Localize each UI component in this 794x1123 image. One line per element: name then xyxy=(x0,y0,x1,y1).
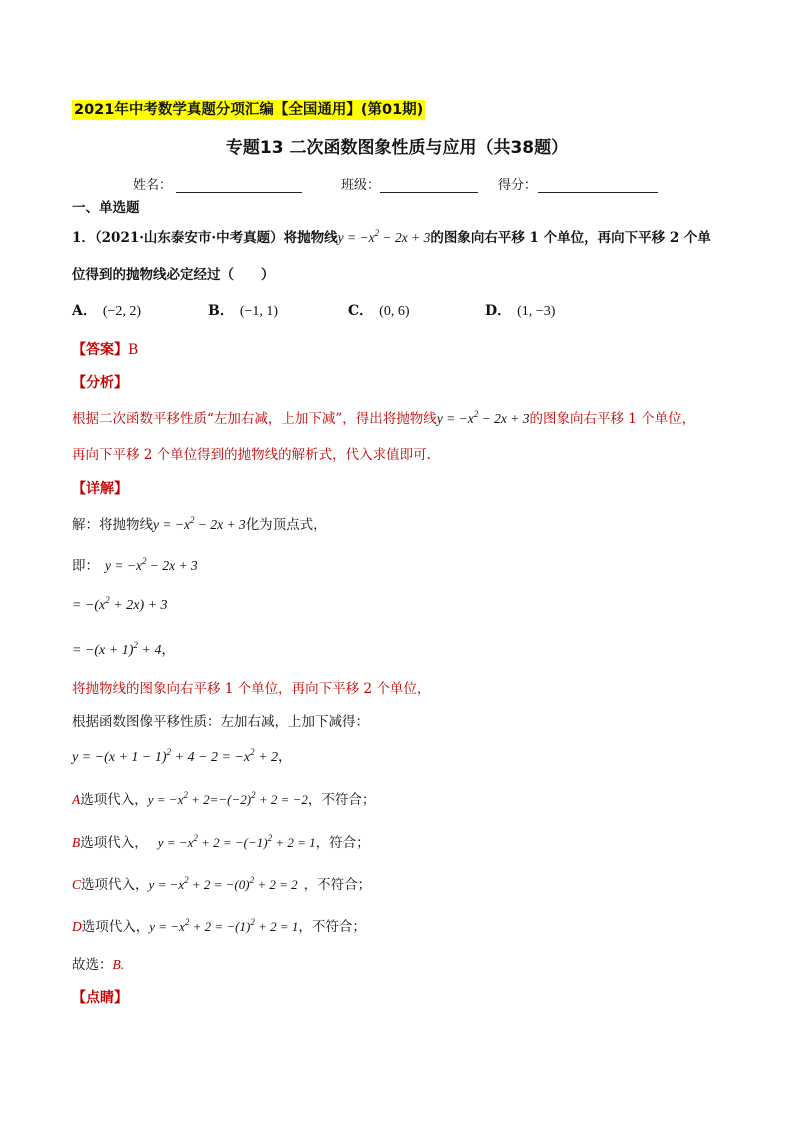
detail-result: $y = -(x + 1 - 1)^2 + 4 - 2 = -x^2 + 2$， xyxy=(72,747,293,765)
analysis-label: 【分析】 xyxy=(72,375,128,391)
check-a xyxy=(72,791,375,809)
check-a-letter: A xyxy=(72,792,81,807)
name-field[interactable] xyxy=(176,192,302,193)
check-b xyxy=(72,834,370,852)
analysis-text-a: 根据二次函数平移性质“左加右减，上加下减”，得出将抛物线 xyxy=(72,411,437,427)
check-c-verdict: ，不符合； xyxy=(303,877,372,893)
detail-intro-equation: $y = -x^2 - 2x + 3$ xyxy=(153,515,246,532)
page-title: 专题13 二次函数图象性质与应用（共38题） xyxy=(225,138,569,158)
analysis-line-2: 再向下平移 2 个单位得到的抛物线的解析式，代入求值即可. xyxy=(72,447,431,463)
check-a-verdict: ，不符合； xyxy=(307,792,376,808)
check-a-expr: $y = -x^2 + 2=-(-2)^2 + 2 = -2$ xyxy=(147,790,308,807)
check-c xyxy=(72,876,371,894)
check-d-label: 选项代入， xyxy=(81,919,150,935)
option-c-value: (0, 6) xyxy=(379,304,410,319)
detail-result-suffix: ， xyxy=(278,750,293,765)
check-a-label: 选项代入， xyxy=(80,792,148,808)
detail-shift: 将抛物线的图象向右平移 1 个单位，再向下平移 2 个单位， xyxy=(72,681,431,697)
conclusion xyxy=(72,956,124,974)
answer-line xyxy=(72,341,138,359)
detail-step-1-prefix: 即： xyxy=(72,558,99,574)
conclusion-answer: B. xyxy=(112,957,125,972)
check-b-verdict: ，符合； xyxy=(315,835,370,851)
check-d-expr: $y = -x^2 + 2 = -(1)^2 + 2 = 1$ xyxy=(149,917,299,934)
question-line-2: 位得到的抛物线必定经过（ ） xyxy=(72,267,275,283)
option-a-letter: A． xyxy=(72,303,97,319)
check-b-label: 选项代入， xyxy=(80,835,148,851)
score-field[interactable] xyxy=(538,192,658,193)
answer-label: 【答案】 xyxy=(72,342,128,358)
detail-step-3-suffix: ， xyxy=(161,643,176,658)
detail-label: 【详解】 xyxy=(72,481,128,497)
check-c-label: 选项代入， xyxy=(81,877,149,893)
option-b-value: (−1, 1) xyxy=(239,304,279,319)
detail-intro-a: 解：将抛物线 xyxy=(72,517,153,533)
question-text-b: 的图象向右平移 1 个单位，再向下平移 2 个单 xyxy=(430,230,711,246)
option-c-letter: C． xyxy=(348,303,374,319)
question-source: （2021·山东泰安市·中考真题） xyxy=(94,230,284,246)
check-c-letter: C xyxy=(72,877,82,892)
name-label: 姓名： xyxy=(133,178,173,193)
score-label: 得分： xyxy=(498,178,538,193)
check-b-expr: $y = -x^2 + 2 = -(-1)^2 + 2 = 1$ xyxy=(157,833,316,850)
question-equation: $y = -x^2 - 2x + 3$ xyxy=(337,228,431,245)
series-banner: 2021年中考数学真题分项汇编【全国通用】(第01期) xyxy=(74,102,424,118)
analysis-text-b: 的图象向右平移 1 个单位， xyxy=(529,411,696,427)
section-heading: 一、单选题 xyxy=(72,200,140,216)
comment-label: 【点睛】 xyxy=(72,990,128,1006)
question-line-1 xyxy=(72,229,711,247)
option-b[interactable] xyxy=(208,302,278,321)
detail-intro xyxy=(72,516,327,534)
detail-step-1 xyxy=(72,557,198,575)
question-text-a: 将抛物线 xyxy=(283,230,338,246)
analysis-equation: $y = -x^2 - 2x + 3$ xyxy=(436,409,530,426)
analysis-line-1 xyxy=(72,410,695,428)
detail-step-2: = $-(x^2 + 2x) + 3$ xyxy=(72,595,168,613)
option-d-value: (1, −3) xyxy=(517,304,556,319)
check-d-verdict: ，不符合； xyxy=(298,919,366,935)
option-c[interactable] xyxy=(348,302,409,321)
check-b-letter: B xyxy=(72,835,81,850)
option-b-letter: B． xyxy=(208,303,234,319)
option-d-letter: D． xyxy=(485,303,512,319)
option-d[interactable] xyxy=(485,302,555,321)
detail-intro-b: 化为顶点式， xyxy=(245,517,327,533)
check-d-letter: D xyxy=(72,919,82,934)
question-number: 1． xyxy=(72,230,95,246)
answer-value: B xyxy=(128,342,139,358)
check-d xyxy=(72,918,366,936)
class-label: 班级： xyxy=(341,178,381,193)
check-c-expr: $y = -x^2 + 2 = -(0)^2 + 2 = 2$ xyxy=(148,875,298,892)
conclusion-text: 故选： xyxy=(72,957,113,973)
detail-step-1-expr: $y = -x^2 - 2x + 3$ xyxy=(105,556,198,573)
option-a[interactable] xyxy=(72,302,141,321)
detail-step-3: = $-(x + 1)^2 + 4$， xyxy=(72,640,176,658)
class-field[interactable] xyxy=(380,192,478,193)
detail-rule: 根据函数图像平移性质：左加右减，上加下减得： xyxy=(72,714,369,730)
option-a-value: (−2, 2) xyxy=(102,304,142,319)
